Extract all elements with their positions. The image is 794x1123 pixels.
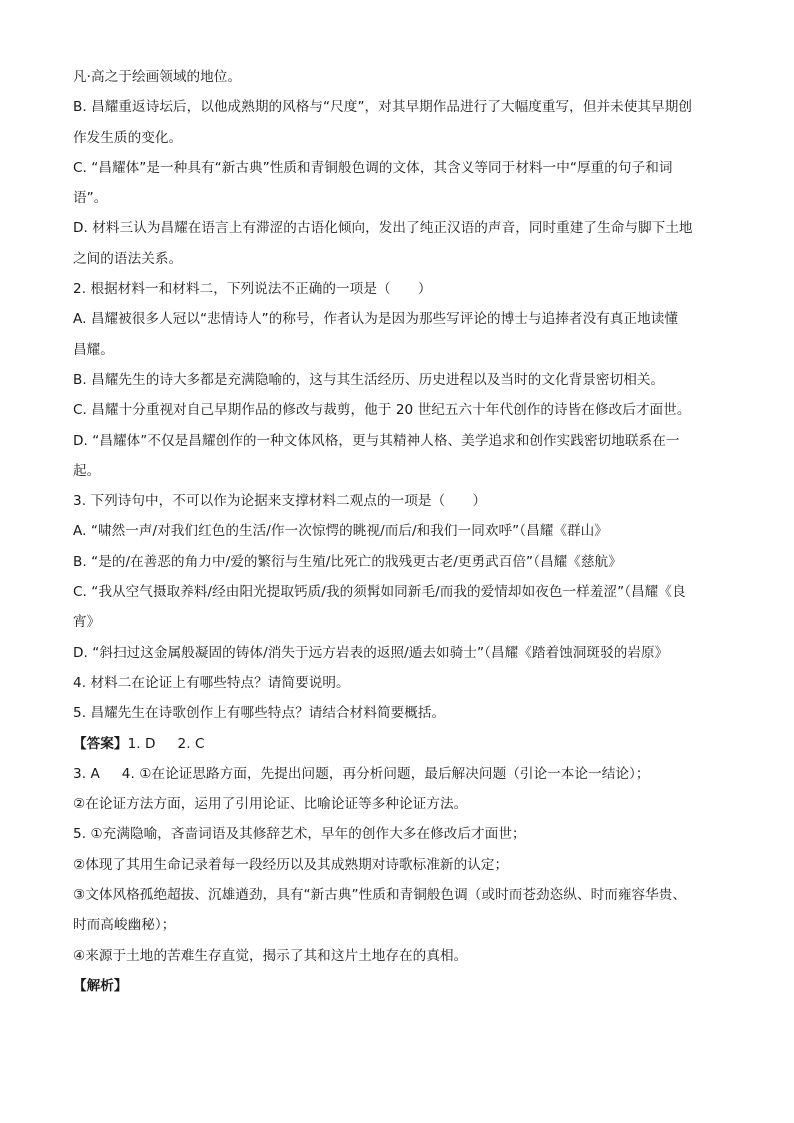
answer-5-point-2: ②体现了其用生命记录着每一段经历以及其成熟期对诗歌标准新的认定；	[73, 856, 509, 873]
text-line: 昌耀。	[73, 341, 114, 358]
q3-option-c: C. “我从空气摄取养料/经由阳光提取钙质/我的须髯如同新毛/而我的爱情却如夜色一样羞涩”（昌耀《良	[73, 584, 686, 601]
answer-label: 【答案】	[73, 735, 128, 752]
q2-option-d: D. “昌耀体”不仅是昌耀创作的一种文体风格，更与其精神人格、美学追求和创作实践密切地联系在一	[73, 432, 680, 449]
q3-option-d: D. “斜扫过这金属般凝固的铸体/消失于远方岩表的返照/遁去如骑士”（昌耀《踏着蚀洞斑驳的岩原》	[73, 644, 669, 661]
q2-option-c: C. 昌耀十分重视对自己早期作品的修改与裁剪，他于 20 世纪五六十年代创作的诗皆在修改后才面世。	[73, 402, 691, 419]
q2-option-a: A. 昌耀被很多人冠以“悲情诗人”的称号，作者认为是因为那些写评论的博士与追捧者没有真正地读懂	[73, 311, 679, 328]
option-b-line: B. 昌耀重返诗坛后，以他成熟期的风格与“尺度”，对其早期作品进行了大幅度重写，但并未使其早期创	[73, 99, 692, 116]
q3-option-b: B. “是的/在善恶的角力中/爱的繁衍与生殖/比死亡的戕残更古老/更勇武百倍”（昌耀《慈航》	[73, 553, 622, 570]
answer-5-point-3: ③文体风格孤绝超拔、沉雄遒劲，具有“新古典”性质和青铜般色调（或时而苍劲恣纵、时而雍容华贵、	[73, 887, 687, 904]
analysis-label: 【解析】	[73, 977, 128, 994]
option-d-line: D. 材料三认为昌耀在语言上有滞涩的古语化倾向，发出了纯正汉语的声音，同时重建了生命与脚下土地	[73, 220, 693, 237]
answer-line	[73, 759, 723, 789]
answer-5-point-3-continued: 时而高峻幽秘）；	[73, 917, 176, 934]
text-line: 作发生质的变化。	[73, 129, 183, 146]
answer-3: 3. A	[73, 765, 100, 782]
question-4: 4. 材料二在论证上有哪些特点？请简要说明。	[73, 674, 350, 691]
question-5: 5. 昌耀先生在诗歌创作上有哪些特点？请结合材料简要概括。	[73, 705, 446, 722]
answer-2: 2. C	[177, 735, 205, 752]
text-line: 之间的语法关系。	[73, 250, 183, 267]
answer-1: 1. D	[127, 735, 156, 752]
answer-4: 4. ①在论证思路方面，先提出问题，再分析问题，最后解决问题（引论一本论一结论）；	[121, 765, 650, 782]
answer-5: 5. ①充满隐喻，吝啬词语及其修辞艺术，早年的创作大多在修改后才面世；	[73, 826, 526, 843]
text-line: 宵》	[73, 614, 101, 631]
question-3: 3. 下列诗句中，不可以作为论据来支撑材料二观点的一项是（ ）	[73, 493, 487, 510]
option-c-line: C. “昌耀体”是一种具有“新古典”性质和青铜般色调的文体，其含义等同于材料一中“厚重的句子和词	[73, 159, 673, 176]
text-line: 起。	[73, 462, 101, 479]
text-line: 语”。	[73, 190, 108, 207]
text-line: 凡·高之于绘画领域的地位。	[73, 69, 242, 85]
answer-line	[73, 729, 723, 759]
document-page	[73, 62, 723, 1001]
q2-option-b: B. 昌耀先生的诗大多都是充满隐喻的，这与其生活经历、历史进程以及当时的文化背景密切相关。	[73, 371, 665, 388]
answer-4-continued: ②在论证方法方面，运用了引用论证、比喻论证等多种论证方法。	[73, 796, 468, 813]
q3-option-a: A. “啸然一声/对我们红色的生活/作一次惊愕的眺视/而后/和我们一同欢呼”（昌耀《群山》	[73, 523, 608, 540]
answer-5-point-4: ④来源于土地的苦难生存直觉，揭示了其和这片土地存在的真相。	[73, 947, 468, 964]
question-2: 2. 根据材料一和材料二，下列说法不正确的一项是（ ）	[73, 281, 432, 298]
